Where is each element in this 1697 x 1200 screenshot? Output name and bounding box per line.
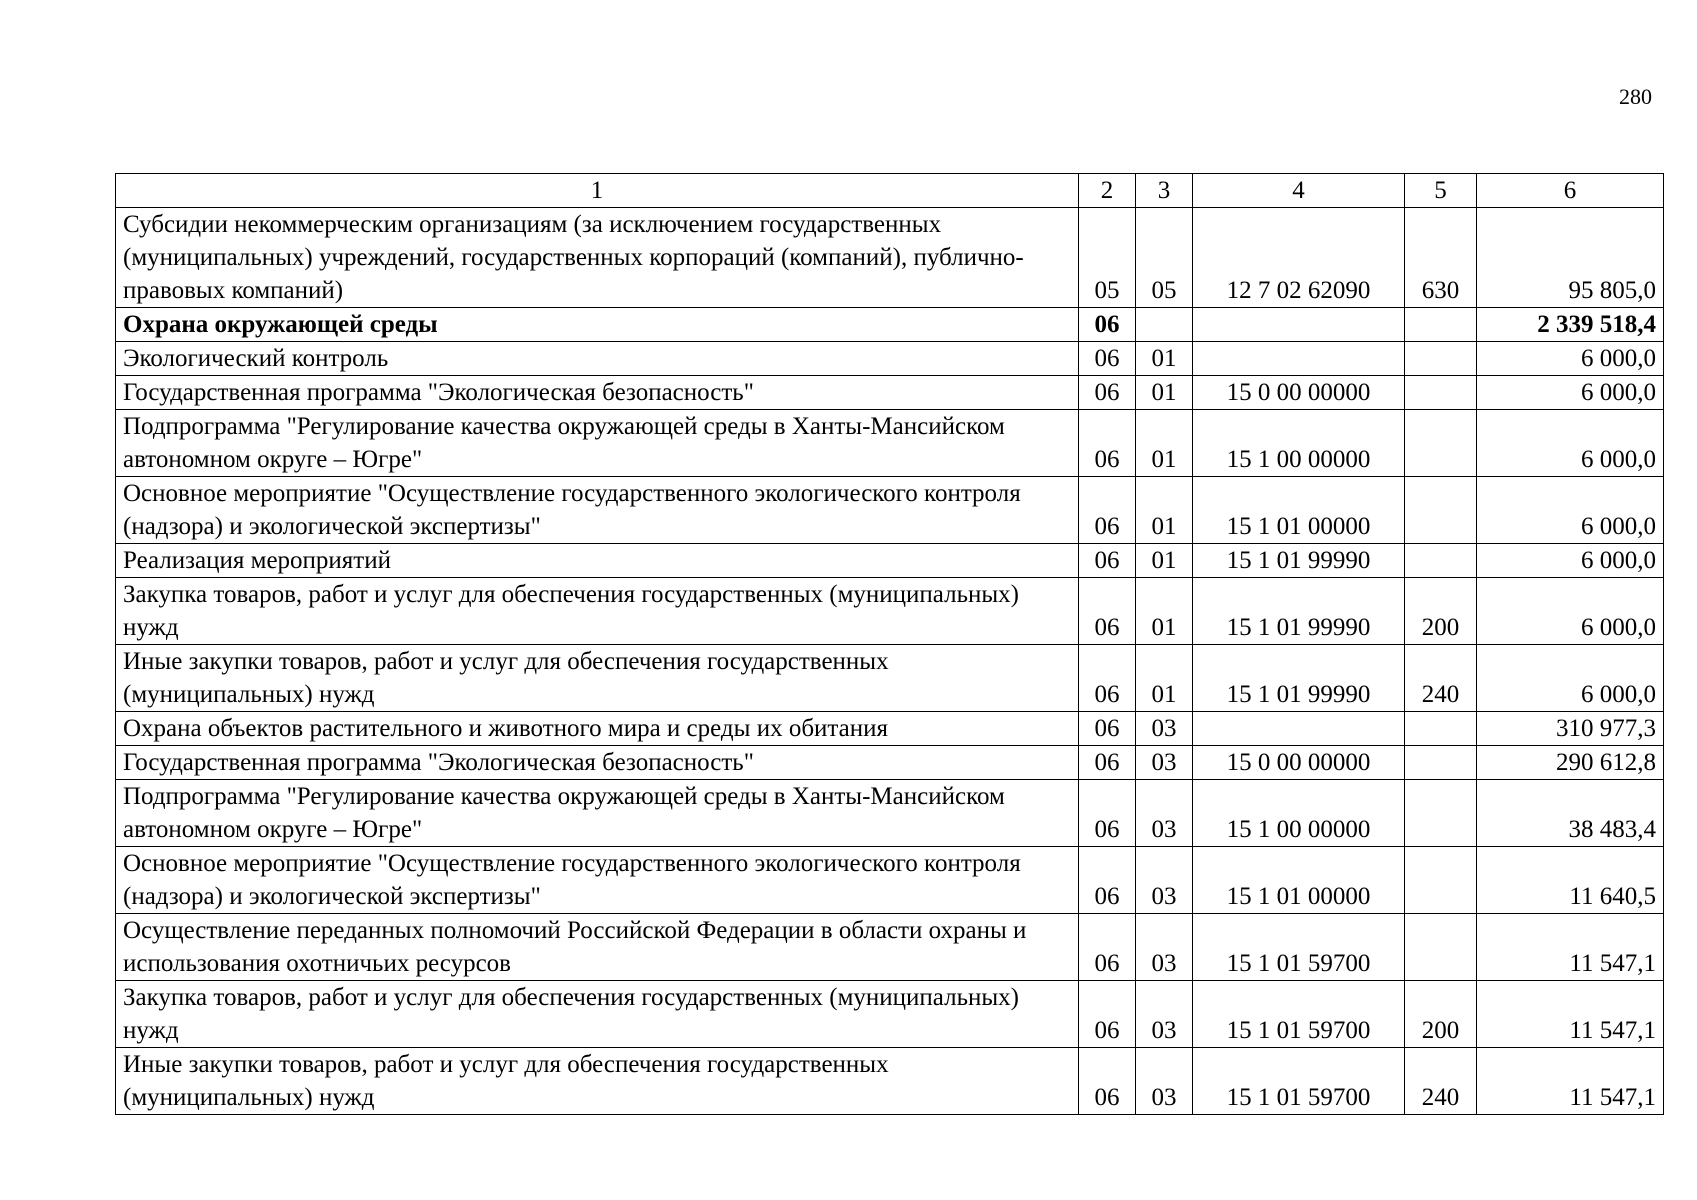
column-header-1: 1 [116, 174, 1079, 208]
table-body [116, 208, 1664, 1115]
column-header-2: 2 [1079, 174, 1136, 208]
amount-cell: 6 000,0 [1477, 376, 1664, 410]
row-name-cell: Закупка товаров, работ и услуг для обеспечения государственных (муниципальных) нужд [116, 981, 1079, 1048]
amount-cell: 6 000,0 [1477, 342, 1664, 376]
amount-cell: 11 640,5 [1477, 847, 1664, 914]
amount-cell: 38 483,4 [1477, 780, 1664, 847]
table-row [116, 1048, 1664, 1115]
subsection-code-cell: 01 [1136, 578, 1193, 645]
row-name-cell: Иные закупки товаров, работ и услуг для обеспечения государственных (муниципальных) нужд [116, 645, 1079, 712]
subsection-code-cell [1136, 308, 1193, 342]
row-name-cell: Основное мероприятие "Осуществление государственного экологического контроля (надзора) и экологической экспертизы" [116, 847, 1079, 914]
table-row [116, 746, 1664, 780]
row-name-cell: Субсидии некоммерческим организациям (за исключением государственных (муниципальных) учреждений, государственных корпораций (компаний), публично-правовых компаний) [116, 208, 1079, 308]
column-header-4: 4 [1193, 174, 1405, 208]
subsection-code-cell: 01 [1136, 645, 1193, 712]
target-article-cell: 15 1 01 99990 [1193, 645, 1405, 712]
row-name-cell: Закупка товаров, работ и услуг для обеспечения государственных (муниципальных) нужд [116, 578, 1079, 645]
target-article-cell: 15 0 00 00000 [1193, 376, 1405, 410]
target-article-cell: 15 1 01 59700 [1193, 914, 1405, 981]
target-article-cell: 15 1 01 00000 [1193, 847, 1405, 914]
table-row [116, 645, 1664, 712]
section-code-cell: 06 [1079, 578, 1136, 645]
section-code-cell: 06 [1079, 477, 1136, 544]
subsection-code-cell: 03 [1136, 746, 1193, 780]
table-row [116, 578, 1664, 645]
expense-type-cell [1405, 342, 1477, 376]
target-article-cell: 15 1 01 00000 [1193, 477, 1405, 544]
column-header-3: 3 [1136, 174, 1193, 208]
column-header-6: 6 [1477, 174, 1664, 208]
column-header-5: 5 [1405, 174, 1477, 208]
expense-type-cell [1405, 477, 1477, 544]
expense-type-cell [1405, 712, 1477, 746]
subsection-code-cell: 03 [1136, 780, 1193, 847]
amount-cell: 11 547,1 [1477, 914, 1664, 981]
expense-type-cell [1405, 544, 1477, 578]
subsection-code-cell: 01 [1136, 342, 1193, 376]
target-article-cell: 15 1 00 00000 [1193, 410, 1405, 477]
expense-type-cell: 630 [1405, 208, 1477, 308]
budget-table [115, 173, 1664, 1115]
amount-cell: 95 805,0 [1477, 208, 1664, 308]
target-article-cell [1193, 308, 1405, 342]
expense-type-cell: 240 [1405, 1048, 1477, 1115]
table-row [116, 410, 1664, 477]
table-row [116, 477, 1664, 544]
subsection-code-cell: 05 [1136, 208, 1193, 308]
amount-cell: 11 547,1 [1477, 981, 1664, 1048]
subsection-code-cell: 03 [1136, 1048, 1193, 1115]
row-name-cell: Основное мероприятие "Осуществление государственного экологического контроля (надзора) и экологической экспертизы" [116, 477, 1079, 544]
section-code-cell: 06 [1079, 544, 1136, 578]
target-article-cell [1193, 342, 1405, 376]
subsection-code-cell: 01 [1136, 376, 1193, 410]
subsection-code-cell: 03 [1136, 712, 1193, 746]
amount-cell: 6 000,0 [1477, 645, 1664, 712]
section-code-cell: 06 [1079, 342, 1136, 376]
amount-cell: 6 000,0 [1477, 477, 1664, 544]
section-code-cell: 06 [1079, 746, 1136, 780]
target-article-cell: 15 1 01 99990 [1193, 578, 1405, 645]
table-row [116, 914, 1664, 981]
row-name-cell: Реализация мероприятий [116, 544, 1079, 578]
amount-cell: 11 547,1 [1477, 1048, 1664, 1115]
row-name-cell: Охрана объектов растительного и животного мира и среды их обитания [116, 712, 1079, 746]
expense-type-cell [1405, 376, 1477, 410]
section-code-cell: 06 [1079, 780, 1136, 847]
section-code-cell: 05 [1079, 208, 1136, 308]
row-name-cell: Иные закупки товаров, работ и услуг для обеспечения государственных (муниципальных) нужд [116, 1048, 1079, 1115]
row-name-cell: Осуществление переданных полномочий Российской Федерации в области охраны и использования охотничьих ресурсов [116, 914, 1079, 981]
section-code-cell: 06 [1079, 410, 1136, 477]
amount-cell: 2 339 518,4 [1477, 308, 1664, 342]
subsection-code-cell: 01 [1136, 410, 1193, 477]
target-article-cell: 15 1 01 99990 [1193, 544, 1405, 578]
amount-cell: 310 977,3 [1477, 712, 1664, 746]
table-row [116, 544, 1664, 578]
section-code-cell: 06 [1079, 712, 1136, 746]
row-name-cell: Подпрограмма "Регулирование качества окружающей среды в Ханты-Мансийском автономном округе – Югре" [116, 410, 1079, 477]
amount-cell: 6 000,0 [1477, 578, 1664, 645]
expense-type-cell [1405, 847, 1477, 914]
row-name-cell: Государственная программа "Экологическая безопасность" [116, 746, 1079, 780]
expense-type-cell [1405, 308, 1477, 342]
target-article-cell: 15 1 01 59700 [1193, 1048, 1405, 1115]
expense-type-cell [1405, 780, 1477, 847]
section-code-cell: 06 [1079, 308, 1136, 342]
expense-type-cell: 200 [1405, 578, 1477, 645]
amount-cell: 6 000,0 [1477, 410, 1664, 477]
subsection-code-cell: 03 [1136, 981, 1193, 1048]
section-code-cell: 06 [1079, 981, 1136, 1048]
table-row [116, 981, 1664, 1048]
amount-cell: 290 612,8 [1477, 746, 1664, 780]
section-code-cell: 06 [1079, 376, 1136, 410]
section-code-cell: 06 [1079, 847, 1136, 914]
section-code-cell: 06 [1079, 1048, 1136, 1115]
expense-type-cell: 240 [1405, 645, 1477, 712]
expense-type-cell [1405, 914, 1477, 981]
expense-type-cell [1405, 410, 1477, 477]
page-number: 280 [1619, 84, 1652, 109]
subsection-code-cell: 01 [1136, 544, 1193, 578]
target-article-cell: 15 1 00 00000 [1193, 780, 1405, 847]
subsection-code-cell: 03 [1136, 914, 1193, 981]
target-article-cell: 12 7 02 62090 [1193, 208, 1405, 308]
target-article-cell [1193, 712, 1405, 746]
subsection-code-cell: 01 [1136, 477, 1193, 544]
expense-type-cell: 200 [1405, 981, 1477, 1048]
table-row [116, 342, 1664, 376]
target-article-cell: 15 1 01 59700 [1193, 981, 1405, 1048]
table-row [116, 208, 1664, 308]
target-article-cell: 15 0 00 00000 [1193, 746, 1405, 780]
section-code-cell: 06 [1079, 914, 1136, 981]
amount-cell: 6 000,0 [1477, 544, 1664, 578]
row-name-cell: Подпрограмма "Регулирование качества окружающей среды в Ханты-Мансийском автономном округе – Югре" [116, 780, 1079, 847]
subsection-code-cell: 03 [1136, 847, 1193, 914]
table-row [116, 376, 1664, 410]
row-name-cell: Экологический контроль [116, 342, 1079, 376]
table-row [116, 308, 1664, 342]
table-row [116, 847, 1664, 914]
expense-type-cell [1405, 746, 1477, 780]
row-name-cell: Государственная программа "Экологическая безопасность" [116, 376, 1079, 410]
header-row [116, 174, 1664, 208]
table-row [116, 712, 1664, 746]
table-row [116, 780, 1664, 847]
row-name-cell: Охрана окружающей среды [116, 308, 1079, 342]
section-code-cell: 06 [1079, 645, 1136, 712]
